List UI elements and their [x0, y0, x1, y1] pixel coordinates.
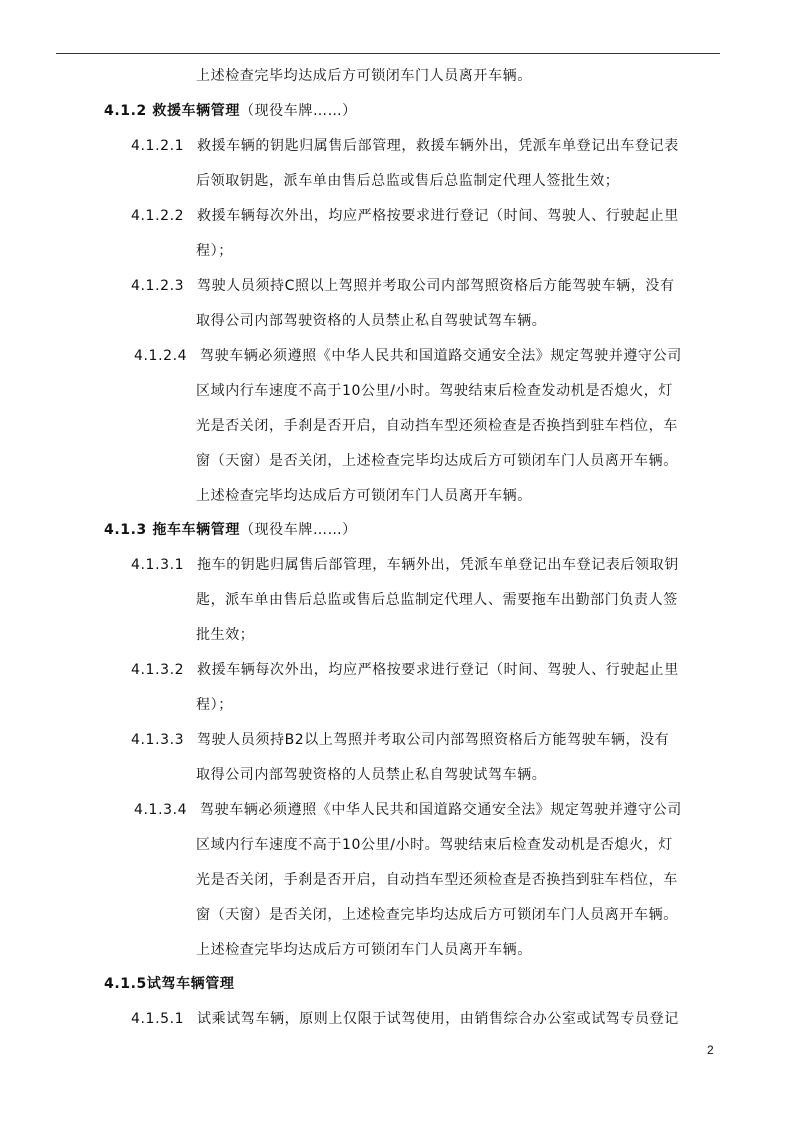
clause-number: 4.1.3.3: [131, 732, 185, 748]
section-subtitle: （现役车牌……）: [239, 522, 357, 538]
paragraph-line: 窗（天窗）是否关闭，上述检查完毕均达成后方可锁闭车门人员离开车辆。: [196, 453, 678, 469]
paragraph-line: 后领取钥匙，派车单由售后总监或售后总监制定代理人签批生效；: [196, 173, 620, 189]
clause-text: 拖车的钥匙归属售后部管理，车辆外出，凭派车单登记出车登记表后领取钥: [197, 557, 679, 573]
clause-number: 4.1.3.1: [131, 557, 185, 573]
clause-text: 驾驶车辆必须遵照《中华人民共和国道路交通安全法》规定驾驶并遵守公司: [200, 348, 682, 364]
clause-text: 救援车辆每次外出，均应严格按要求进行登记（时间、驾驶人、行驶起止里: [197, 662, 679, 678]
clause-number: 4.1.5.1: [131, 1011, 185, 1027]
paragraph-line: 上述检查完毕均达成后方可锁闭车门人员离开车辆。: [196, 68, 532, 84]
section-heading-4-1-2: [104, 102, 357, 120]
paragraph-line: 取得公司内部驾驶资格的人员禁止私自驾驶试驾车辆。: [196, 313, 547, 329]
clause-text: 驾驶人员须持B2以上驾照并考取公司内部驾照资格后方能驾驶车辆，没有: [197, 732, 670, 748]
clause-text: 救援车辆每次外出，均应严格按要求进行登记（时间、驾驶人、行驶起止里: [197, 208, 679, 224]
clause-4-1-3-1: [131, 556, 679, 574]
clause-4-1-5-1: [131, 1010, 679, 1028]
clause-4-1-2-2: [131, 207, 679, 225]
clause-4-1-3-4: [134, 801, 682, 819]
section-heading-4-1-3: [104, 521, 357, 539]
paragraph-line: 区域内行车速度不高于10公里/小时。驾驶结束后检查发动机是否熄火，灯: [196, 837, 673, 853]
paragraph-line: 上述检查完毕均达成后方可锁闭车门人员离开车辆。: [196, 942, 532, 958]
section-title: 拖车车辆管理: [152, 522, 240, 538]
clause-text: 救援车辆的钥匙归属售后部管理，救援车辆外出，凭派车单登记出车登记表: [197, 138, 679, 154]
section-title: 救援车辆管理: [152, 103, 240, 119]
page-number: 2: [707, 1043, 714, 1057]
section-number: 4.1.5: [104, 976, 147, 992]
paragraph-line: 光是否关闭，手刹是否开启，自动挡车型还须检查是否换挡到驻车档位，车: [196, 872, 678, 888]
clause-number: 4.1.3.2: [131, 662, 185, 678]
clause-4-1-2-4: [134, 347, 682, 365]
clause-text: 驾驶车辆必须遵照《中华人民共和国道路交通安全法》规定驾驶并遵守公司: [200, 802, 682, 818]
section-heading-4-1-5: [104, 975, 234, 993]
clause-4-1-2-1: [131, 137, 679, 155]
paragraph-line: 批生效；: [196, 627, 255, 643]
paragraph-line: 程）；: [196, 243, 233, 259]
paragraph-line: 窗（天窗）是否关闭，上述检查完毕均达成后方可锁闭车门人员离开车辆。: [196, 907, 678, 923]
header-rule: [56, 53, 720, 54]
clause-number: 4.1.3.4: [134, 802, 188, 818]
clause-number: 4.1.2.1: [131, 138, 185, 154]
paragraph-line: 区域内行车速度不高于10公里/小时。驾驶结束后检查发动机是否熄火，灯: [196, 383, 673, 399]
clause-number: 4.1.2.4: [134, 348, 188, 364]
paragraph-line: 上述检查完毕均达成后方可锁闭车门人员离开车辆。: [196, 488, 532, 504]
clause-number: 4.1.2.3: [131, 278, 185, 294]
paragraph-line: 程）；: [196, 697, 233, 713]
section-title: 试驾车辆管理: [146, 976, 235, 992]
clause-4-1-3-2: [131, 661, 679, 679]
section-number: 4.1.2: [104, 103, 147, 119]
clause-text: 试乘试驾车辆，原则上仅限于试驾使用，由销售综合办公室或试驾专员登记: [197, 1011, 679, 1027]
clause-text: 驾驶人员须持C照以上驾照并考取公司内部驾照资格后方能驾驶车辆，没有: [197, 278, 675, 294]
clause-4-1-2-3: [131, 277, 675, 295]
paragraph-line: 匙，派车单由售后总监或售后总监制定代理人、需要拖车出勤部门负责人签: [196, 592, 678, 608]
clause-number: 4.1.2.2: [131, 208, 185, 224]
section-subtitle: （现役车牌……）: [239, 103, 357, 119]
clause-4-1-3-3: [131, 731, 669, 749]
paragraph-line: 光是否关闭，手刹是否开启，自动挡车型还须检查是否换挡到驻车档位，车: [196, 418, 678, 434]
section-number: 4.1.3: [104, 522, 147, 538]
paragraph-line: 取得公司内部驾驶资格的人员禁止私自驾驶试驾车辆。: [196, 767, 547, 783]
